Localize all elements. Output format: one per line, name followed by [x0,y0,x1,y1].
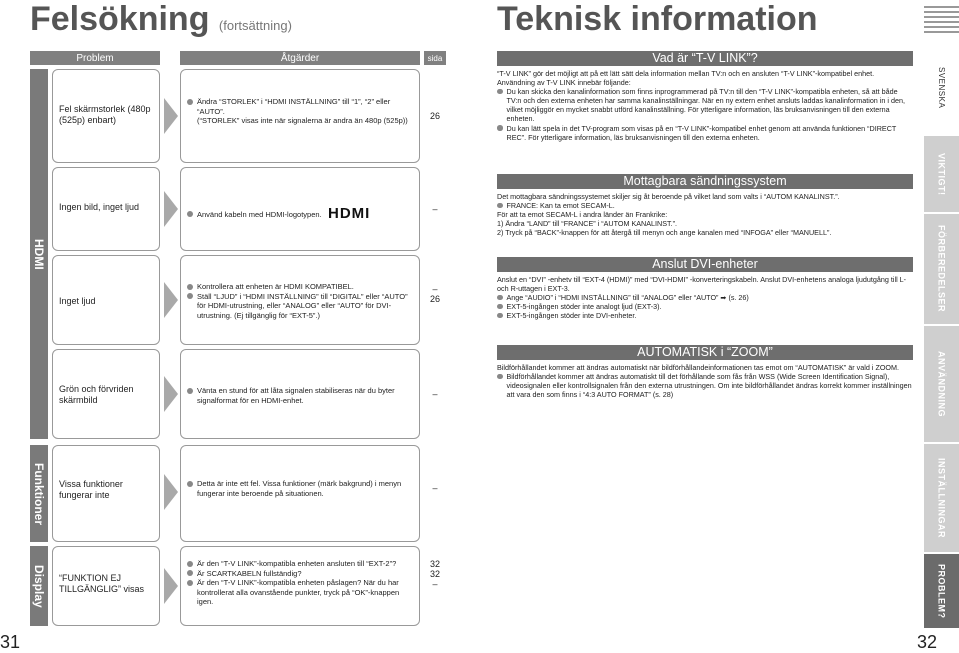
tab-rule [924,6,959,8]
header-actions-label: Åtgärder [280,52,320,64]
bullet-icon [497,295,503,301]
bullet-icon [187,293,193,299]
page-ref-1: 26 [429,111,440,121]
page-ref-6a: 32 [429,559,440,569]
bullet-icon [187,388,193,394]
action-cell-6 [180,546,420,626]
title-felsokning: Felsökning [30,0,210,38]
group-funktioner-label: Funktioner [32,462,46,525]
header-problem-label: Problem [76,52,114,64]
bullet-icon [497,313,503,319]
section-text: För att ta emot SECAM-L i andra länder än Frankrike: [497,210,668,220]
header-page [424,51,446,65]
arrow-3 [164,282,178,318]
tab-rule [924,21,959,23]
problem-cell-1 [52,69,160,163]
title-subtitle: (fortsättning) [218,18,292,33]
tab-label: SVENSKA [937,67,946,109]
group-hdmi [30,69,48,439]
action-text: (“STORLEK” visas inte när signalerna är andra än 480p (525p)) [197,116,408,125]
tab-viktigt[interactable] [924,136,959,212]
bullet-text: FRANCE: Kan ta emot SECAM-L. [506,201,615,211]
action-text: Vänta en stund för att låta signalen stabiliseras när du byter signalformat för en HDMI-enhet. [197,386,395,405]
tab-svenska[interactable] [924,44,959,132]
bullet-text: EXT-5-ingången stöder inte DVI-enheter. [506,311,637,321]
bullet-icon [497,203,503,209]
page-ref-5: – [432,483,438,493]
section-heading: Anslut DVI-enheter [497,257,913,272]
tab-installningar[interactable] [924,444,959,552]
problem-text: Ingen bild, inget ljud [59,202,140,212]
problem-cell-6 [52,546,160,626]
section-text: Användning av T-V LINK innebär följande: [497,78,631,88]
section-tvlink [497,51,913,142]
problem-text: Inget ljud [59,296,96,306]
arrow-2 [164,191,178,227]
arrow-6 [164,568,178,604]
section-text: 1) Ändra “LAND” till “FRANCE” i “AUTOM KANALINST.”. [497,219,677,229]
tab-rule [924,16,959,18]
problem-cell-3 [52,255,160,345]
action-cell-1 [180,69,420,163]
bullet-icon [497,125,503,131]
section-text: Det mottagbara sändningssystemet skiljer sig åt beroende på vilket land som valts i “AUTOM KANALINST.”. [497,192,840,201]
bullet-icon [187,284,193,290]
section-text: Bildförhållandet kommer att ändras automatiskt när bildförhållandeinformationen tas emot om “AUTOMATISK” är vald i ZOOM. [497,363,899,372]
page-ref-6 [424,559,446,589]
action-text: Är den “T-V LINK”-kompatibla enheten påslagen? När du har kontrollerat alla ovanstående punkter, tryck på “OK”-knappen igen. [197,578,400,606]
hdmi-logo-icon [326,206,396,223]
action-cell-5 [180,445,420,542]
bullet-text: Ange “AUDIO” i “HDMI INSTÄLLNING” till “ANALOG” eller “AUTO” ➡ (s. 26) [506,293,749,303]
page-ref-4: – [432,389,438,399]
action-text: Detta är inte ett fel. Vissa funktioner (märk bakgrund) i menyn fungerar inte beroende på situationen. [197,479,402,498]
bullet-text: Du kan skicka den kanalinformation som finns inprogrammerad på TV:n till den “T-V LINK”-kompatibla enheten, så att både TV:n och den externa enheten har samma kanalinställningar. När en ny extern enhet ansluts laddas kanalinformation in i den, vilket möjliggör en mycket snabbt utförd kanalinställning. För ytterligare information, läs bruksanvisningen till den externa enheten. [506,87,905,124]
section-sandningssystem [497,174,913,237]
section-heading: AUTOMATISK i “ZOOM” [497,345,913,360]
problem-cell-2 [52,167,160,251]
page-number-left: 31 [0,632,21,652]
section-dvi [497,257,913,320]
page-title-left [30,0,292,45]
bullet-text: EXT-5-ingången stöder inte analogt ljud (EXT-3). [506,302,662,312]
tab-problem[interactable] [924,554,959,628]
action-text: Kontrollera att enheten är HDMI KOMPATIBEL. [197,282,354,291]
section-heading: Mottagbara sändningssystem [497,174,913,189]
group-display-label: Display [32,564,46,608]
arrow-5 [164,474,178,510]
tab-anvandning[interactable] [924,326,959,442]
problem-text: “FUNKTION EJ TILLGÄNGLIG” visas [59,573,145,594]
problem-cell-4 [52,349,160,439]
tab-rule [924,26,959,28]
header-page-label: sida [427,53,443,63]
action-text: Använd kabeln med HDMI-logotypen. [197,209,322,219]
page-ref-3a: – [432,284,438,294]
problem-text: Vissa funktioner fungerar inte [59,479,123,500]
tab-label: VIKTIGT! [936,152,947,196]
section-zoom [497,345,913,399]
problem-text: Fel skärmstorlek (480p (525p) enbart) [59,104,151,125]
page-ref-3b: 26 [429,294,440,304]
page-ref-2: – [432,204,438,214]
action-cell-3 [180,255,420,345]
group-display [30,546,48,626]
bullet-icon [497,89,503,95]
header-actions [180,51,420,65]
bullet-icon [187,580,193,586]
action-text: Är SCARTKABELN fullständig? [197,568,302,578]
action-cell-4 [180,349,420,439]
tab-label: INSTÄLLNINGAR [936,458,947,538]
section-text: Anslut en “DVI” -enhetv till “EXT-4 (HDMI)” med “DVI-HDMI” -konverteringskabeln. Anslut DVI-enhetens analoga ljudutgång till L- och R-uttagen i EXT-3. [497,275,907,294]
bullet-icon [497,304,503,310]
arrow-1 [164,98,178,134]
bullet-icon [187,211,193,217]
header-problem [30,51,160,65]
tab-label: ANVÄNDNING [936,350,947,417]
bullet-text: Du kan lätt spela in det TV-program som visas på en “T-V LINK”-kompatibel enhet genom att använda funktionen “DIRECT REC”. För ytterligare information, läs bruksanvisningen till den externa enheten. [506,123,897,142]
action-cell-2 [180,167,420,251]
group-hdmi-label: HDMI [32,238,46,270]
bullet-icon [187,99,193,105]
section-heading: Vad är “T-V LINK”? [497,51,913,66]
bullet-text: Bildförhållandet kommer att ändras automatiskt till det förhållande som fås från WSS (Wide Screen Identification Signal), videosignalen eller kontrollsignalen från den externa utrustningen. Om inte bildförhållandet ändras korrekt kommer inställningen att vara den som finns i “4:3 AUTO FORMAT” (s. 28) [506,372,912,400]
tab-rule [924,11,959,13]
page-number-right: 32 [917,632,938,652]
bullet-icon [187,561,193,567]
tab-label: FÖRBEREDELSER [936,225,947,313]
action-text: Är den “T-V LINK”-kompatibla enheten ansluten till “EXT-2”? [197,559,397,568]
page-ref-6c: – [432,579,438,589]
page-title-right: Teknisk information [497,0,818,38]
section-text: 2) Tryck på “BACK”-knappen för att återgå till menyn och ange kanalen med “INFOGA” eller “MANUELL”. [497,228,832,238]
section-text: “T-V LINK” gör det möjligt att på ett lätt sätt dela information mellan TV:n och en ansluten “T-V LINK”-kompatibel enhet. [497,69,875,78]
page-ref-3 [424,284,446,304]
bullet-icon [187,570,193,576]
problem-cell-5 [52,445,160,542]
group-funktioner [30,445,48,542]
action-text: Ändra “STORLEK” i “HDMI INSTÄLLNING” till “1”, “2” eller “AUTO”. [197,97,391,116]
arrow-4 [164,376,178,412]
bullet-icon [497,374,503,380]
tab-forberedelser[interactable] [924,214,959,324]
svg-text:HDMI: HDMI [327,206,370,220]
problem-text: Grön och förvriden skärmbild [59,384,134,405]
tab-label: PROBLEM? [936,563,947,619]
action-text: Ställ “LJUD” i “HDMI INSTÄLLNING” till “DIGITAL” eller “AUTO” för HDMI-utrustning, eller “ANALOG” eller “AUTO” för DVI-utrustning. (Ej tillgänglig för “EXT-5”.) [197,291,408,320]
bullet-icon [187,481,193,487]
tab-rule [924,31,959,33]
page-ref-6b: 32 [429,569,440,579]
